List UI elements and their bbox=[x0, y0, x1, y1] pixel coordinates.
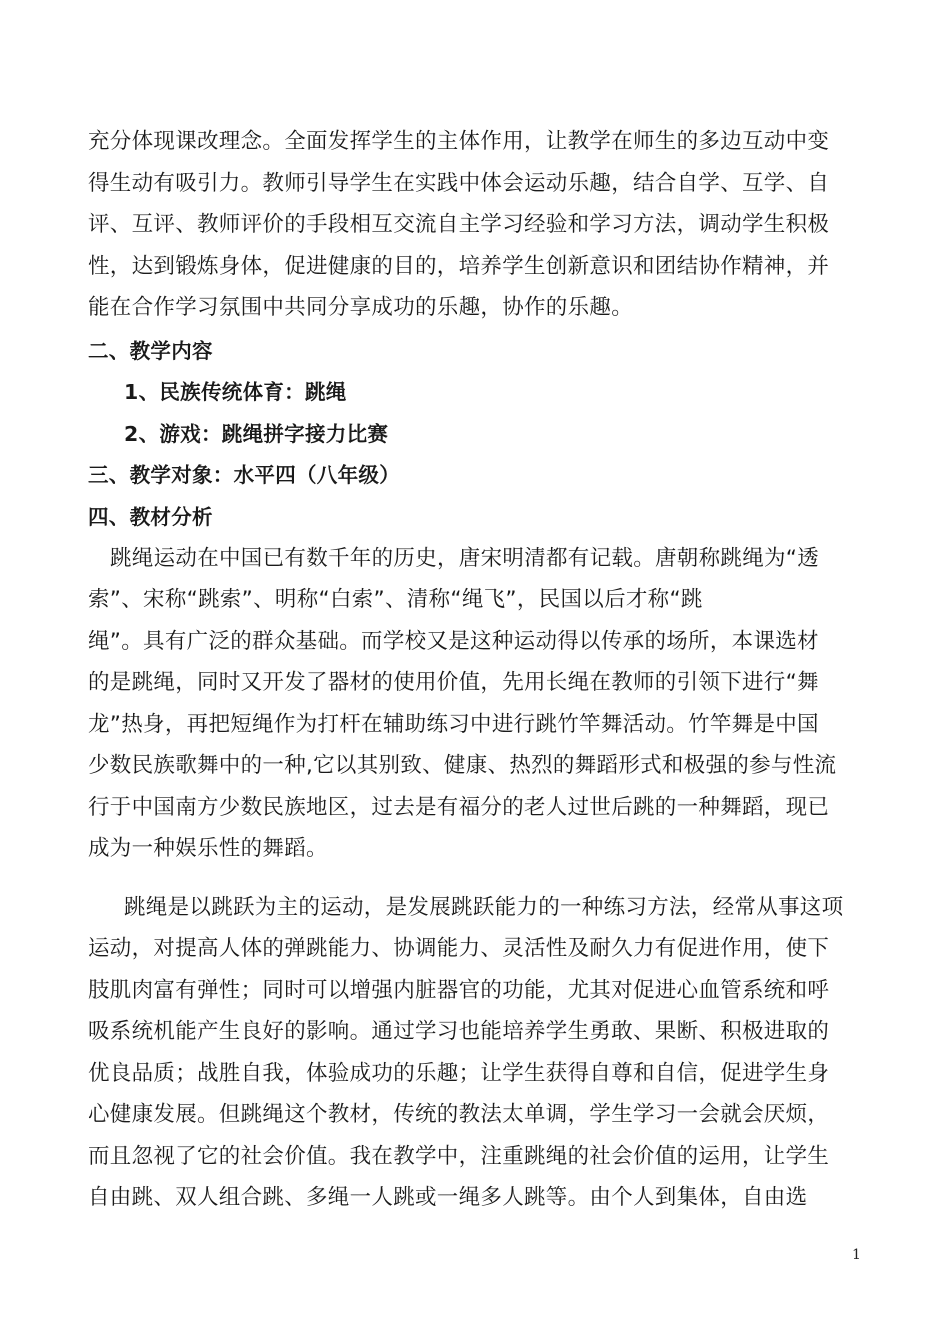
text-line: 心健康发展。但跳绳这个教材，传统的教法太单调，学生学习一会就会厌烦， bbox=[88, 1102, 830, 1127]
section-heading-teaching-target: 三、教学对象：水平四（八年级） bbox=[88, 463, 400, 487]
section-heading-teaching-content: 二、教学内容 bbox=[88, 339, 213, 363]
text-line: 少数民族歌舞中的一种,它以其别致、健康、热烈的舞蹈形式和极强的参与性流 bbox=[88, 753, 837, 778]
text-line: 充分体现课改理念。全面发挥学生的主体作用，让教学在师生的多边互动中变 bbox=[88, 129, 830, 154]
content-item-game: 2、游戏：跳绳拼字接力比赛 bbox=[124, 422, 389, 446]
text-line: 评、互评、教师评价的手段相互交流自主学习经验和学习方法，调动学生积极 bbox=[88, 212, 830, 237]
text-line: 而且忽视了它的社会价值。我在教学中，注重跳绳的社会价值的运用，让学生 bbox=[88, 1144, 830, 1169]
text-line: 行于中国南方少数民族地区，过去是有福分的老人过世后跳的一种舞蹈，现已 bbox=[88, 795, 830, 820]
text-line: 龙”热身，再把短绳作为打杆在辅助练习中进行跳竹竿舞活动。竹竿舞是中国 bbox=[88, 712, 819, 737]
text-line: 性，达到锻炼身体，促进健康的目的，培养学生创新意识和团结协作精神，并 bbox=[88, 254, 830, 279]
content-item-jump-rope: 1、民族传统体育：跳绳 bbox=[124, 380, 347, 404]
text-line: 吸系统机能产生良好的影响。通过学习也能培养学生勇敢、果断、积极进取的 bbox=[88, 1019, 830, 1044]
text-line: 跳绳是以跳跃为主的运动，是发展跳跃能力的一种练习方法，经常从事这项 bbox=[124, 895, 844, 920]
text-line: 得生动有吸引力。教师引导学生在实践中体会运动乐趣，结合自学、互学、自 bbox=[88, 171, 830, 196]
section-heading-material-analysis: 四、教材分析 bbox=[88, 505, 213, 529]
text-line: 优良品质；战胜自我，体验成功的乐趣；让学生获得自尊和自信，促进学生身 bbox=[88, 1061, 830, 1086]
text-line: 运动，对提高人体的弹跳能力、协调能力、灵活性及耐久力有促进作用，使下 bbox=[88, 936, 830, 961]
text-line: 跳绳运动在中国已有数千年的历史，唐宋明清都有记载。唐朝称跳绳为“透 bbox=[110, 546, 820, 571]
text-line: 的是跳绳，同时又开发了器材的使用价值，先用长绳在教师的引领下进行“舞 bbox=[88, 670, 819, 695]
text-line: 肢肌肉富有弹性；同时可以增强内脏器官的功能，尤其对促进心血管系统和呼 bbox=[88, 978, 830, 1003]
text-line: 绳”。具有广泛的群众基础。而学校又是这种运动得以传承的场所，本课选材 bbox=[88, 629, 819, 654]
page-number: 1 bbox=[852, 1247, 861, 1263]
text-line: 能在合作学习氛围中共同分享成功的乐趣，协作的乐趣。 bbox=[88, 295, 634, 320]
text-line: 成为一种娱乐性的舞蹈。 bbox=[88, 836, 328, 861]
text-line: 索”、宋称“跳索”、明称“白索”、清称“绳飞”，民国以后才称“跳 bbox=[88, 587, 703, 612]
text-line: 自由跳、双人组合跳、多绳一人跳或一绳多人跳等。由个人到集体，自由选 bbox=[88, 1185, 808, 1210]
